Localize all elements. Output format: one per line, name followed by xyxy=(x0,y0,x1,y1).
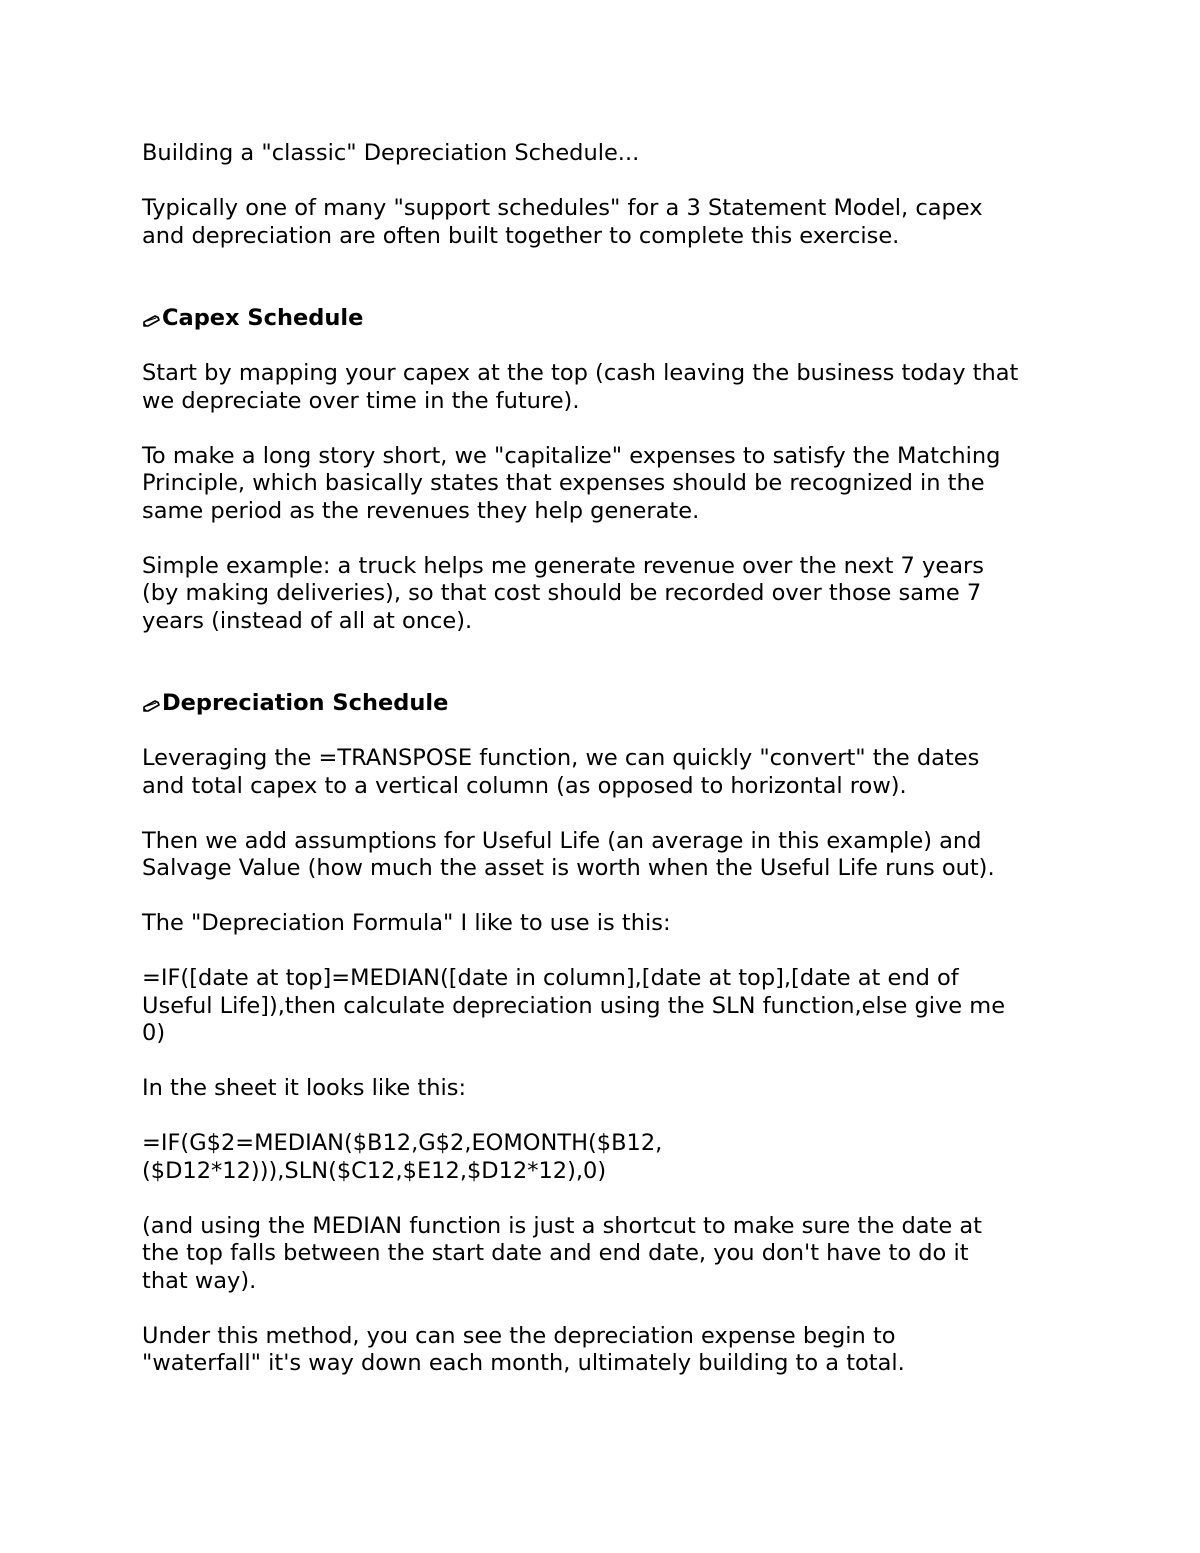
depreciation-paragraph-3: The "Depreciation Formula" I like to use is this: xyxy=(142,910,671,936)
document-body xyxy=(142,140,1072,1405)
capex-paragraph-2: To make a long story short, we "capitalize" expenses to satisfy the Matching Principle, which basically states that expenses should be recognized in the same period as the revenues they help generate. xyxy=(142,442,1001,524)
pencil-icon xyxy=(142,313,162,327)
intro-paragraph: Typically one of many "support schedules" for a 3 Statement Model, capex and depreciation are often built together to complete this exercise. xyxy=(142,195,983,249)
capex-paragraph-1: Start by mapping your capex at the top (cash leaving the business today that we depreciate over time in the future). xyxy=(142,360,1019,414)
depreciation-paragraph-7: (and using the MEDIAN function is just a shortcut to make sure the date at the top falls between the start date and end date, you don't have to do it that way). xyxy=(142,1212,982,1294)
depreciation-section-heading xyxy=(142,690,1072,718)
blank-line xyxy=(142,663,1072,691)
capex-heading-text: Capex Schedule xyxy=(162,305,364,331)
pencil-icon xyxy=(142,698,162,712)
depreciation-heading-text: Depreciation Schedule xyxy=(162,690,449,716)
depreciation-paragraph-8: Under this method, you can see the depreciation expense begin to "waterfall" it's way down each month, ultimately building to a total. xyxy=(142,1322,905,1376)
blank-line xyxy=(142,278,1072,306)
formula-description: =IF([date at top]=MEDIAN([date in column],[date at top],[date at end of Useful Life]),then calculate depreciation using the SLN function,else give me 0) xyxy=(142,965,1006,1046)
depreciation-paragraph-1: Leveraging the =TRANSPOSE function, we can quickly "convert" the dates and total capex to a vertical column (as opposed to horizontal row). xyxy=(142,745,980,799)
capex-section-heading xyxy=(142,305,1072,333)
depreciation-paragraph-5: In the sheet it looks like this: xyxy=(142,1075,467,1101)
sheet-formula: =IF(G$2=MEDIAN($B12,G$2,EOMONTH($B12, ($D12*12))),SLN($C12,$E12,$D12*12),0) xyxy=(142,1130,663,1184)
capex-paragraph-3: Simple example: a truck helps me generate revenue over the next 7 years (by making deliveries), so that cost should be recorded over those same 7 years (instead of all at once). xyxy=(142,552,984,634)
document-title: Building a "classic" Depreciation Schedule... xyxy=(142,140,640,166)
depreciation-paragraph-2: Then we add assumptions for Useful Life (an average in this example) and Salvage Value (how much the asset is worth when the Useful Life runs out). xyxy=(142,827,995,881)
